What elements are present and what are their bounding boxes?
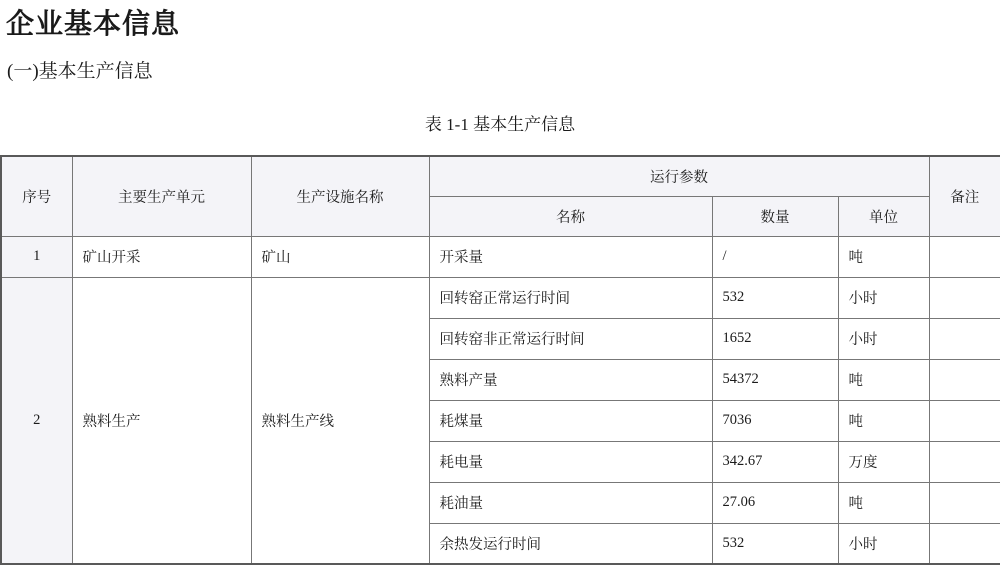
cell-param-unit: 小时 xyxy=(838,523,929,564)
header-facility: 生产设施名称 xyxy=(251,156,429,236)
cell-param-qty: 342.67 xyxy=(712,441,838,482)
table-row xyxy=(1,236,1000,277)
cell-param-qty: 54372 xyxy=(712,359,838,400)
cell-param-unit: 小时 xyxy=(838,318,929,359)
basic-production-info-table xyxy=(0,155,1000,565)
cell-remark xyxy=(929,523,1000,564)
cell-param-unit: 吨 xyxy=(838,236,929,277)
header-no: 序号 xyxy=(1,156,72,236)
header-param-unit: 单位 xyxy=(838,196,929,236)
cell-param-qty: 532 xyxy=(712,523,838,564)
header-param-name: 名称 xyxy=(429,196,712,236)
header-main-unit: 主要生产单元 xyxy=(72,156,251,236)
cell-remark xyxy=(929,441,1000,482)
cell-param-name: 开采量 xyxy=(429,236,712,277)
cell-no-1: 1 xyxy=(1,236,72,277)
cell-main-unit-2: 熟料生产 xyxy=(72,277,251,564)
cell-param-name: 耗电量 xyxy=(429,441,712,482)
cell-param-name: 耗煤量 xyxy=(429,400,712,441)
cell-remark xyxy=(929,359,1000,400)
cell-main-unit-1: 矿山开采 xyxy=(72,236,251,277)
cell-param-qty: 7036 xyxy=(712,400,838,441)
cell-facility-2: 熟料生产线 xyxy=(251,277,429,564)
cell-remark xyxy=(929,318,1000,359)
cell-param-unit: 吨 xyxy=(838,482,929,523)
cell-remark xyxy=(929,236,1000,277)
cell-param-qty: 532 xyxy=(712,277,838,318)
table-caption: 表 1-1 基本生产信息 xyxy=(424,115,576,134)
cell-remark xyxy=(929,482,1000,523)
cell-param-name: 耗油量 xyxy=(429,482,712,523)
section-heading: (一)基本生产信息 xyxy=(7,61,153,82)
cell-param-name: 余热发运行时间 xyxy=(429,523,712,564)
header-row-1 xyxy=(1,156,1000,196)
cell-param-qty: 1652 xyxy=(712,318,838,359)
cell-remark xyxy=(929,400,1000,441)
header-remark: 备注 xyxy=(929,156,1000,236)
cell-param-unit: 吨 xyxy=(838,359,929,400)
cell-param-name: 回转窑非正常运行时间 xyxy=(429,318,712,359)
cell-param-unit: 吨 xyxy=(838,400,929,441)
cell-param-qty: 27.06 xyxy=(712,482,838,523)
cell-param-name: 回转窑正常运行时间 xyxy=(429,277,712,318)
cell-param-name: 熟料产量 xyxy=(429,359,712,400)
header-params-group: 运行参数 xyxy=(429,156,929,196)
cell-no-2: 2 xyxy=(1,277,72,564)
cell-param-qty: / xyxy=(712,236,838,277)
table-row xyxy=(1,277,1000,318)
cell-param-unit: 万度 xyxy=(838,441,929,482)
header-param-qty: 数量 xyxy=(712,196,838,236)
cell-param-unit: 小时 xyxy=(838,277,929,318)
cell-remark xyxy=(929,277,1000,318)
page-title: 企业基本信息 xyxy=(6,9,181,40)
cell-facility-1: 矿山 xyxy=(251,236,429,277)
